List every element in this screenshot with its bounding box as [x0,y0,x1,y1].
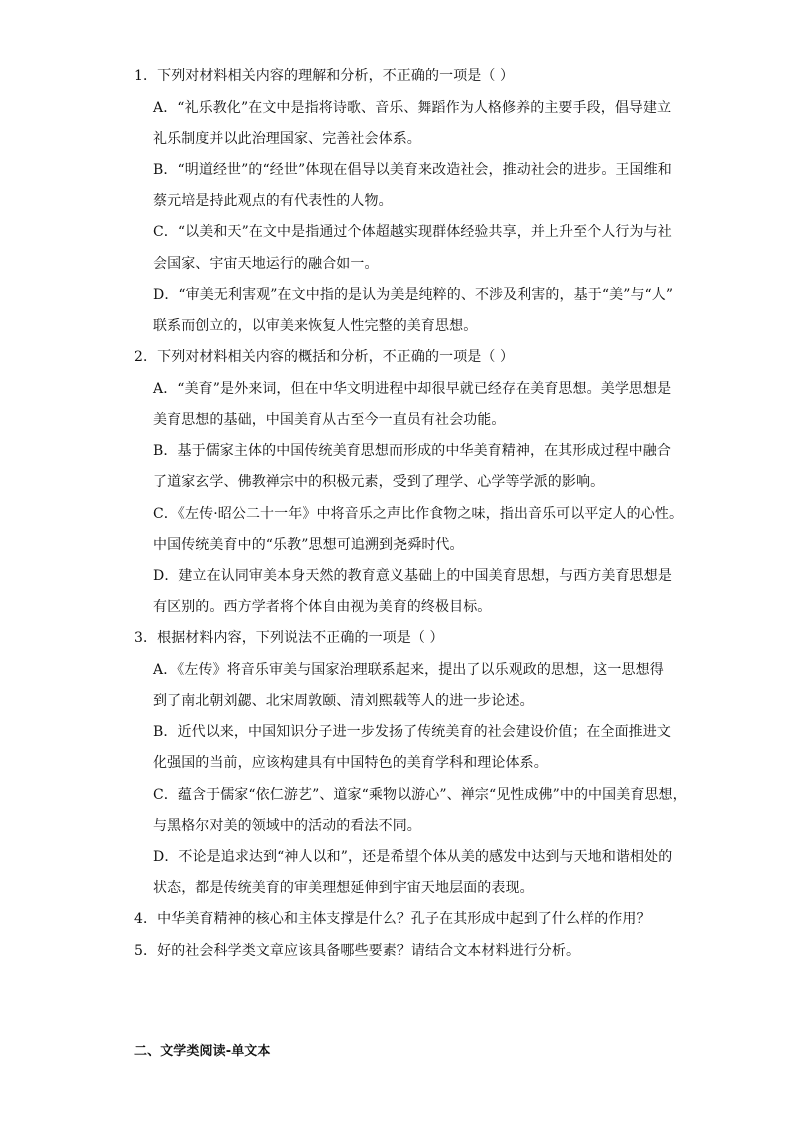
question-3-option-d-line-1: D．不论是追求达到“神人以和”，还是希望个体从美的感发中达到与天地和谐相处的 [153,849,673,865]
question-2-option-d-line-1: D．建立在认同审美本身天然的教育意义基础上的中国美育思想，与西方美育思想是 [153,568,672,584]
question-1-option-a-line-2: 礼乐制度并以此治理国家、完善社会体系。 [153,131,421,147]
question-3-option-a-line-1: A．《左传》将音乐审美与国家治理联系起来，提出了以乐观政的思想，这一思想得 [153,662,664,678]
question-2-option-c-line-2: 中国传统美育中的“乐教”思想可追溯到尧舜时代。 [153,537,464,553]
question-3-option-a-line-2: 到了南北朝刘勰、北宋周敦颐、清刘熙载等人的进一步论述。 [153,693,534,709]
question-3-option-d-line-2: 状态，都是传统美育的审美理想延伸到宇宙天地层面的表现。 [153,880,534,896]
section-title: 二、文学类阅读-单文本 [134,1044,271,1059]
question-2-option-b-line-2: 了道家玄学、佛教禅宗中的积极元素，受到了理学、心学等学派的影响。 [153,474,605,490]
question-3-option-b-line-2: 化强国的当前，应该构建具有中国特色的美育学科和理论体系。 [153,755,548,771]
question-2-option-b-line-1: B．基于儒家主体的中国传统美育思想而形成的中华美育精神，在其形成过程中融合 [153,443,671,459]
question-3-option-c-line-1: C．蕴含于儒家“依仁游艺”、道家“乘物以游心”、禅宗“见性成佛”中的中国美育思想， [153,787,687,803]
question-3-option-c-line-2: 与黑格尔对美的领域中的活动的看法不同。 [153,818,421,834]
question-4: 4．中华美育精神的核心和主体支撑是什么？孔子在其形成中起到了什么样的作用？ [134,911,651,927]
question-1-option-b-line-2: 蔡元培是持此观点的有代表性的人物。 [153,193,393,209]
question-2-stem: 2．下列对材料相关内容的概括和分析，不正确的一项是（ ） [134,349,515,365]
question-1-option-c-line-2: 会国家、宇宙天地运行的融合如一。 [153,256,379,272]
question-2-option-a-line-2: 美育思想的基础，中国美育从古至今一直员有社会功能。 [153,412,506,428]
question-2-option-c-line-1: C．《左传·昭公二十一年》中将音乐之声比作食物之味，指出音乐可以平定人的心性。 [153,506,684,522]
question-1-option-d-line-1: D．“审美无利害观”在文中指的是认为美是纯粹的、不涉及利害的，基于“美”与“人” [153,287,674,303]
question-3-stem: 3．根据材料内容，下列说法不正确的一项是（ ） [134,630,444,646]
question-1-option-a-line-1: A．“礼乐教化”在文中是指将诗歌、音乐、舞蹈作为人格修养的主要手段，倡导建立 [153,100,672,116]
question-2-option-d-line-2: 有区别的。西方学者将个体自由视为美育的终极目标。 [153,599,492,615]
question-1-option-c-line-1: C．“以美和天”在文中是指通过个体超越实现群体经验共享，并上升至个人行为与社 [153,224,672,240]
question-1-stem: 1．下列对材料相关内容的理解和分析，不正确的一项是（ ） [134,68,515,84]
question-2-option-a-line-1: A．“美育”是外来词，但在中华文明进程中却很早就已经存在美育思想。美学思想是 [153,381,672,397]
question-3-option-b-line-1: B．近代以来，中国知识分子进一步发扬了传统美育的社会建设价值；在全面推进文 [153,724,671,740]
question-1-option-b-line-1: B．“明道经世”的“经世”体现在倡导以美育来改造社会，推动社会的进步。王国维和 [153,162,672,178]
question-5: 5．好的社会科学类文章应该具备哪些要素？请结合文本材料进行分析。 [134,943,581,959]
question-1-option-d-line-2: 联系而创立的，以审美来恢复人性完整的美育思想。 [153,318,478,334]
